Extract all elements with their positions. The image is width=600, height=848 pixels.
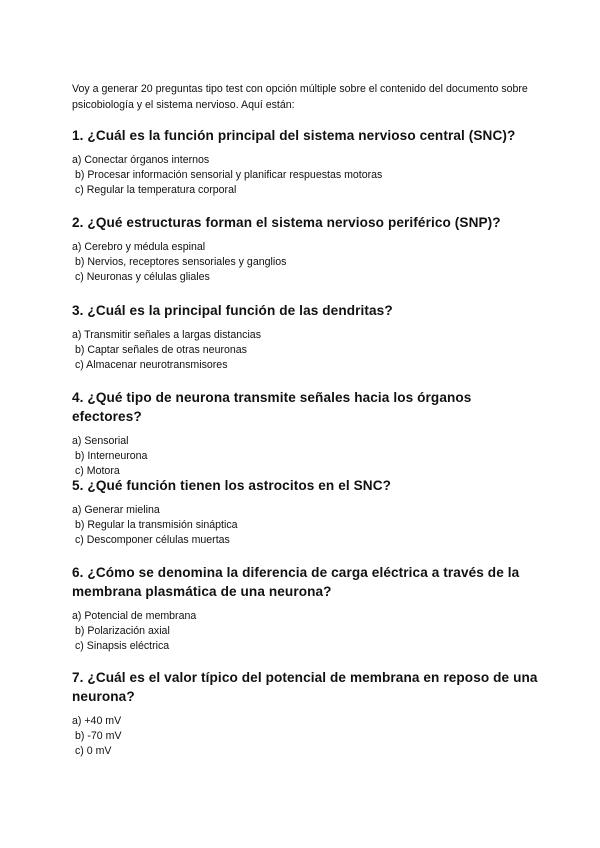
option: c) Regular la temperatura corporal (75, 184, 237, 196)
question-title: 7. ¿Cuál es el valor típico del potencial de membrana en reposo de una neurona? (72, 670, 538, 704)
option: c) Almacenar neurotransmisores (75, 359, 228, 371)
option: b) Polarización axial (75, 625, 170, 637)
question-3 (72, 301, 542, 373)
question-7 (72, 668, 542, 759)
option: a) Cerebro y médula espinal (72, 241, 206, 253)
option: b) Nervios, receptores sensoriales y ganglios (75, 256, 287, 268)
option: a) +40 mV (72, 715, 122, 727)
option: c) Motora (75, 465, 120, 477)
option: c) 0 mV (75, 745, 112, 757)
option: a) Potencial de membrana (72, 610, 197, 622)
question-5 (72, 476, 542, 548)
option: b) Interneurona (75, 450, 148, 462)
option: a) Transmitir señales a largas distancias (72, 329, 262, 341)
option: b) Captar señales de otras neuronas (75, 344, 247, 356)
options-list (72, 714, 542, 759)
option: a) Sensorial (72, 435, 129, 447)
question-title: 1. ¿Cuál es la función principal del sistema nervioso central (SNC)? (72, 128, 516, 143)
option: a) Generar mielina (72, 504, 160, 516)
question-title: 5. ¿Qué función tienen los astrocitos en el SNC? (72, 478, 392, 493)
option: a) Conectar órganos internos (72, 154, 210, 166)
question-title: 6. ¿Cómo se denomina la diferencia de carga eléctrica a través de la membrana plasmática de una neurona? (72, 565, 520, 599)
question-4 (72, 388, 542, 479)
options-list (72, 609, 542, 654)
intro-paragraph: Voy a generar 20 preguntas tipo test con opción múltiple sobre el contenido del documento sobre psicobiología y el sistema nervioso. Aquí están: (72, 83, 528, 111)
question-title: 2. ¿Qué estructuras forman el sistema nervioso periférico (SNP)? (72, 215, 501, 230)
option: b) Procesar información sensorial y planificar respuestas motoras (75, 169, 383, 181)
question-title: 4. ¿Qué tipo de neurona transmite señales hacia los órganos efectores? (72, 390, 472, 424)
question-2 (72, 213, 542, 285)
option: c) Sinapsis eléctrica (75, 640, 170, 652)
options-list (72, 240, 542, 285)
options-list (72, 328, 542, 373)
options-list (72, 503, 542, 548)
options-list (72, 434, 542, 479)
question-title: 3. ¿Cuál es la principal función de las dendritas? (72, 303, 393, 318)
question-1 (72, 126, 542, 198)
option: b) Regular la transmisión sináptica (75, 519, 238, 531)
option: c) Neuronas y células gliales (75, 271, 210, 283)
option: c) Descomponer células muertas (75, 534, 230, 546)
question-6 (72, 563, 542, 654)
option: b) -70 mV (75, 730, 122, 742)
options-list (72, 153, 542, 198)
